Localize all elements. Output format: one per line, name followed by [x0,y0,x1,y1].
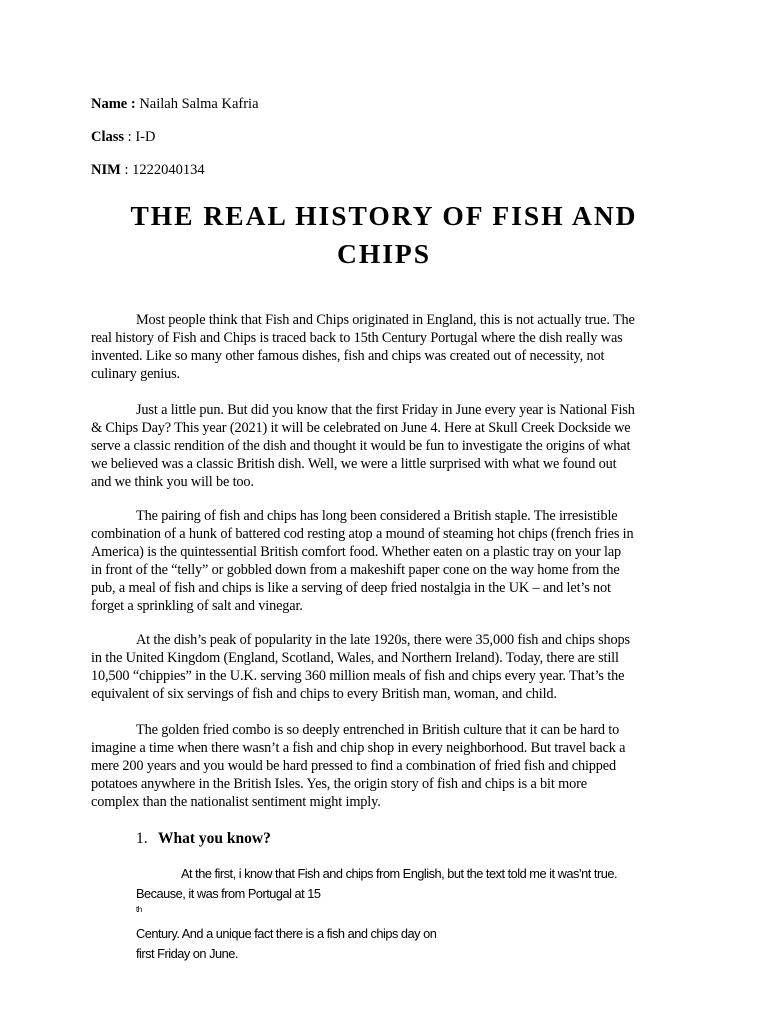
paragraph-line: invented. Like so many other famous dishes, fish and chips was created out of necessity, not [91,348,605,364]
paragraph-line: and we think you will be too. [91,474,254,490]
paragraph-line: in the United Kingdom (England, Scotland, Wales, and Northern Ireland). Today, there are still [91,650,619,666]
class-line [91,128,155,146]
paragraph [91,507,676,615]
paragraph-line: forget a sprinkling of salt and vinegar. [91,598,303,614]
answer-line: At the first, i know that Fish and chips from English, but the text told me it was’nt true. [181,866,618,881]
paragraph-line: serve a classic rendition of the dish and thought it would be fun to investigate the origins of what [91,438,631,454]
class-label: Class [91,129,125,145]
name-value: Nailah Salma Kafria [135,96,259,112]
paragraph-line: culinary genius. [91,366,180,382]
title-line: THE REAL HISTORY OF FISH AND [130,200,638,231]
paragraph-line: At the dish’s peak of popularity in the late 1920s, there were 35,000 fish and chips shops [136,632,630,648]
nim-value: : 1222040134 [120,162,205,178]
paragraph-line: Most people think that Fish and Chips originated in England, this is not actually true. The [136,312,635,328]
answer-line [136,884,676,944]
paragraph-line: complex than the nationalist sentiment might imply. [91,794,381,810]
paragraph-line: The golden fried combo is so deeply entrenched in British culture that it can be hard to [136,722,620,738]
paragraph-line: equivalent of six servings of fish and chips to every British man, woman, and child. [91,686,557,702]
paragraph-line: potatoes anywhere in the British Isles. Yes, the origin story of fish and chips is a bit more [91,776,587,792]
paragraph-line: & Chips Day? This year (2021) it will be celebrated on June 4. Here at Skull Creek Dockside we [91,420,631,436]
paragraph [91,401,676,491]
section-heading [136,829,271,849]
name-line [91,95,259,113]
title-line: CHIPS [336,238,432,269]
paragraph-line: pub, a meal of fish and chips is like a serving of deep fried nostalgia in the UK – and let’s not [91,580,611,596]
paragraph-line: we believed was a classic British dish. Well, we were a little surprised with what we found out [91,456,617,472]
nim-label: NIM [91,162,121,178]
document-title [100,197,668,273]
paragraph-line: combination of a hunk of battered cod resting atop a mound of steaming hot chips (french fries in [91,526,634,542]
list-number: 1. [136,830,148,847]
paragraph-line: The pairing of fish and chips has long been considered a British staple. The irresistible [136,508,618,524]
nim-line [91,161,205,179]
paragraph [91,311,676,383]
class-value: : I-D [124,129,156,145]
answer-text: Because, it was from Portugal at 15 [136,886,321,901]
answer-text: Century. And a unique fact there is a fish and chips day on [136,926,437,941]
paragraph-line: imagine a time when there wasn’t a fish and chip shop in every neighborhood. But travel back a [91,740,626,756]
paragraph-line: Just a little pun. But did you know that the first Friday in June every year is National Fish [136,402,635,418]
paragraph-line: real history of Fish and Chips is traced back to 15th Century Portugal where the dish really was [91,330,623,346]
paragraph-line: 10,500 “chippies” in the U.K. serving 360 million meals of fish and chips every year. That’s the [91,668,625,684]
answer-paragraph [136,864,676,964]
paragraph-line: America) is the quintessential British comfort food. Whether eaten on a plastic tray on your lap [91,544,622,560]
name-label: Name : [91,96,136,112]
answer-line: first Friday on June. [136,946,238,961]
section-heading-text: What you know? [158,830,271,847]
paragraph [91,721,676,811]
paragraph-line: in front of the “telly” or gobbled down from a makeshift paper cone on the way home from the [91,562,620,578]
paragraph-line: mere 200 years and you would be hard pressed to find a combination of fried fish and chipped [91,758,616,774]
paragraph [91,631,676,703]
ordinal-superscript: th [136,905,142,914]
